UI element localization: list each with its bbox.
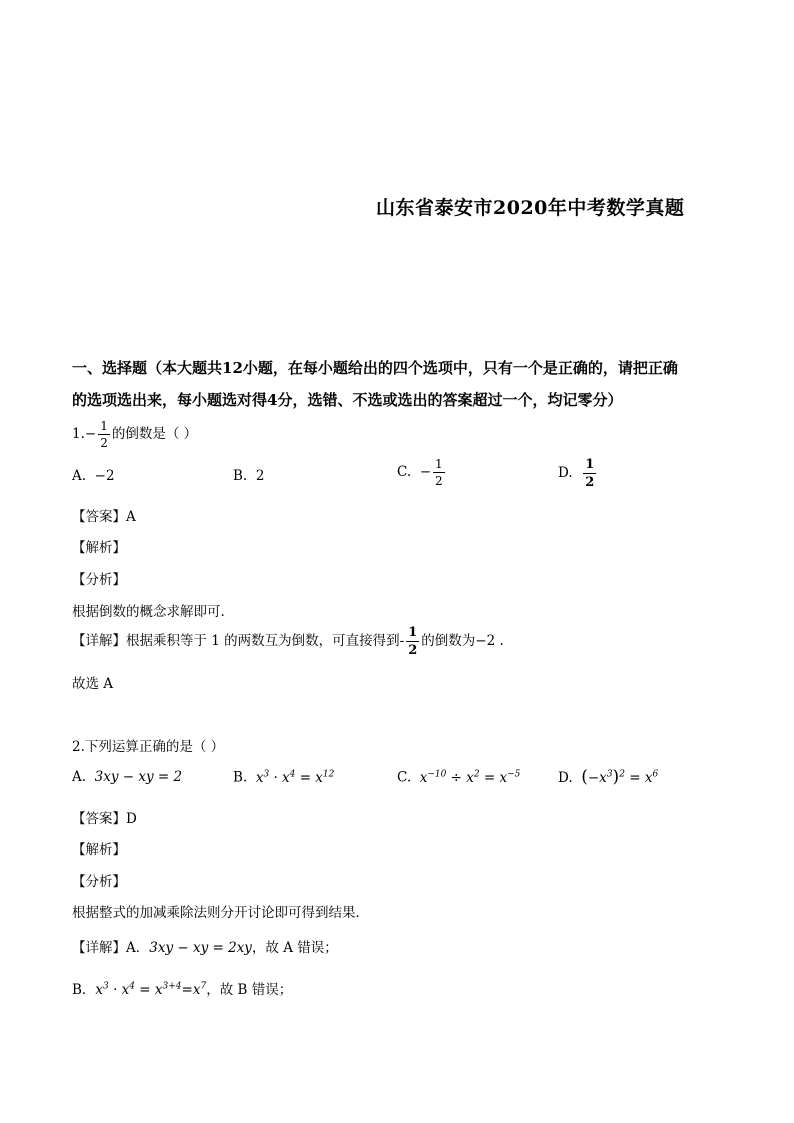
fraction-denominator: 2: [100, 436, 108, 450]
option-label: A.: [72, 468, 87, 484]
option-expression: $(-x^3)^2 = x^6$: [581, 767, 659, 787]
fraction-denominator: 2: [435, 474, 443, 488]
minus-sign: −: [84, 426, 97, 442]
option-label: D.: [558, 465, 573, 481]
fraction: [406, 626, 419, 657]
q1-jiexi-label: 【解析】: [72, 540, 126, 556]
option-label: A.: [72, 769, 87, 785]
fraction: [98, 420, 110, 449]
q1-detail: [72, 626, 504, 657]
q2-option-b: [233, 769, 334, 786]
option-value: −2: [94, 468, 115, 484]
option-expression: $x^{-10} \div x^2 = x^{-5}$: [419, 769, 521, 786]
detail-text: 【详解】根据乘积等于 1 的两数互为倒数，可直接得到-: [72, 633, 405, 649]
q1-conclusion: 故选 A: [72, 676, 114, 692]
question-number: 1.: [72, 426, 85, 442]
option-label: B.: [233, 468, 248, 484]
q1-fenxi-label: 【分析】: [72, 572, 126, 588]
detail-text: 【详解】A．: [72, 940, 150, 956]
fraction-numerator: 1: [435, 457, 443, 471]
q2-fenxi-text: 根据整式的加减乘除法则分开讨论即可得到结果．: [72, 905, 369, 921]
q2-option-a: [72, 769, 182, 785]
q1-answer: 【答案】A: [72, 509, 136, 525]
fraction-numerator: 1: [100, 419, 108, 433]
option-label: C.: [397, 769, 412, 786]
q1-option-a: [72, 468, 115, 484]
q1-fenxi-text: 根据倒数的概念求解即可.: [72, 604, 225, 620]
q2-fenxi-label: 【分析】: [72, 874, 126, 890]
fraction-denominator: 2: [408, 643, 418, 658]
q2-detail-a: [72, 936, 338, 956]
section-heading-line-1: 一、选择题（本大题共12小题，在每小题给出的四个选项中，只有一个是正确的，请把正确: [72, 359, 678, 377]
q2-jiexi-label: 【解析】: [72, 842, 126, 858]
option-label: D.: [558, 770, 573, 786]
minus-sign: −: [419, 464, 432, 480]
q1-option-d: [558, 458, 598, 489]
fraction-denominator: 2: [585, 475, 595, 490]
fraction: [433, 458, 445, 487]
question-1-stem: [72, 420, 197, 449]
option-label: C.: [397, 464, 412, 480]
detail-text: ，故 B 错误；: [206, 982, 293, 998]
q1-option-c: [397, 458, 447, 487]
option-expression: 3xy − xy = 2: [94, 769, 183, 785]
q2-option-d: [558, 767, 658, 787]
q2-option-c: [397, 769, 520, 786]
detail-expression: $x^3 \cdot x^4 = x^{3+4}=x^7$: [95, 981, 207, 998]
detail-text: B．: [72, 982, 96, 998]
section-heading-line-2: 的选项选出来，每小题选对得4分，选错、不选或选出的答案超过一个，均记零分）: [72, 391, 623, 409]
option-label: B.: [233, 769, 248, 786]
detail-text: 的倒数为−2 .: [421, 633, 504, 649]
question-text: 的倒数是（ ）: [111, 426, 198, 442]
option-value: 2: [255, 468, 265, 484]
fraction-numerator: 1: [408, 625, 418, 640]
q2-detail-b: [72, 978, 292, 998]
document-title: 山东省泰安市2020年中考数学真题: [376, 197, 685, 219]
option-expression: $x^3 \cdot x^4 = x^{12}$: [255, 769, 335, 786]
detail-expression: 3xy − xy = 2xy: [149, 940, 252, 956]
fraction: [583, 458, 596, 489]
fraction-numerator: 1: [585, 457, 595, 472]
q2-answer: 【答案】D: [72, 811, 137, 827]
question-2-stem: 2.下列运算正确的是（ ）: [72, 739, 225, 755]
detail-text: ，故 A 错误；: [251, 940, 338, 956]
q1-option-b: [233, 468, 264, 484]
